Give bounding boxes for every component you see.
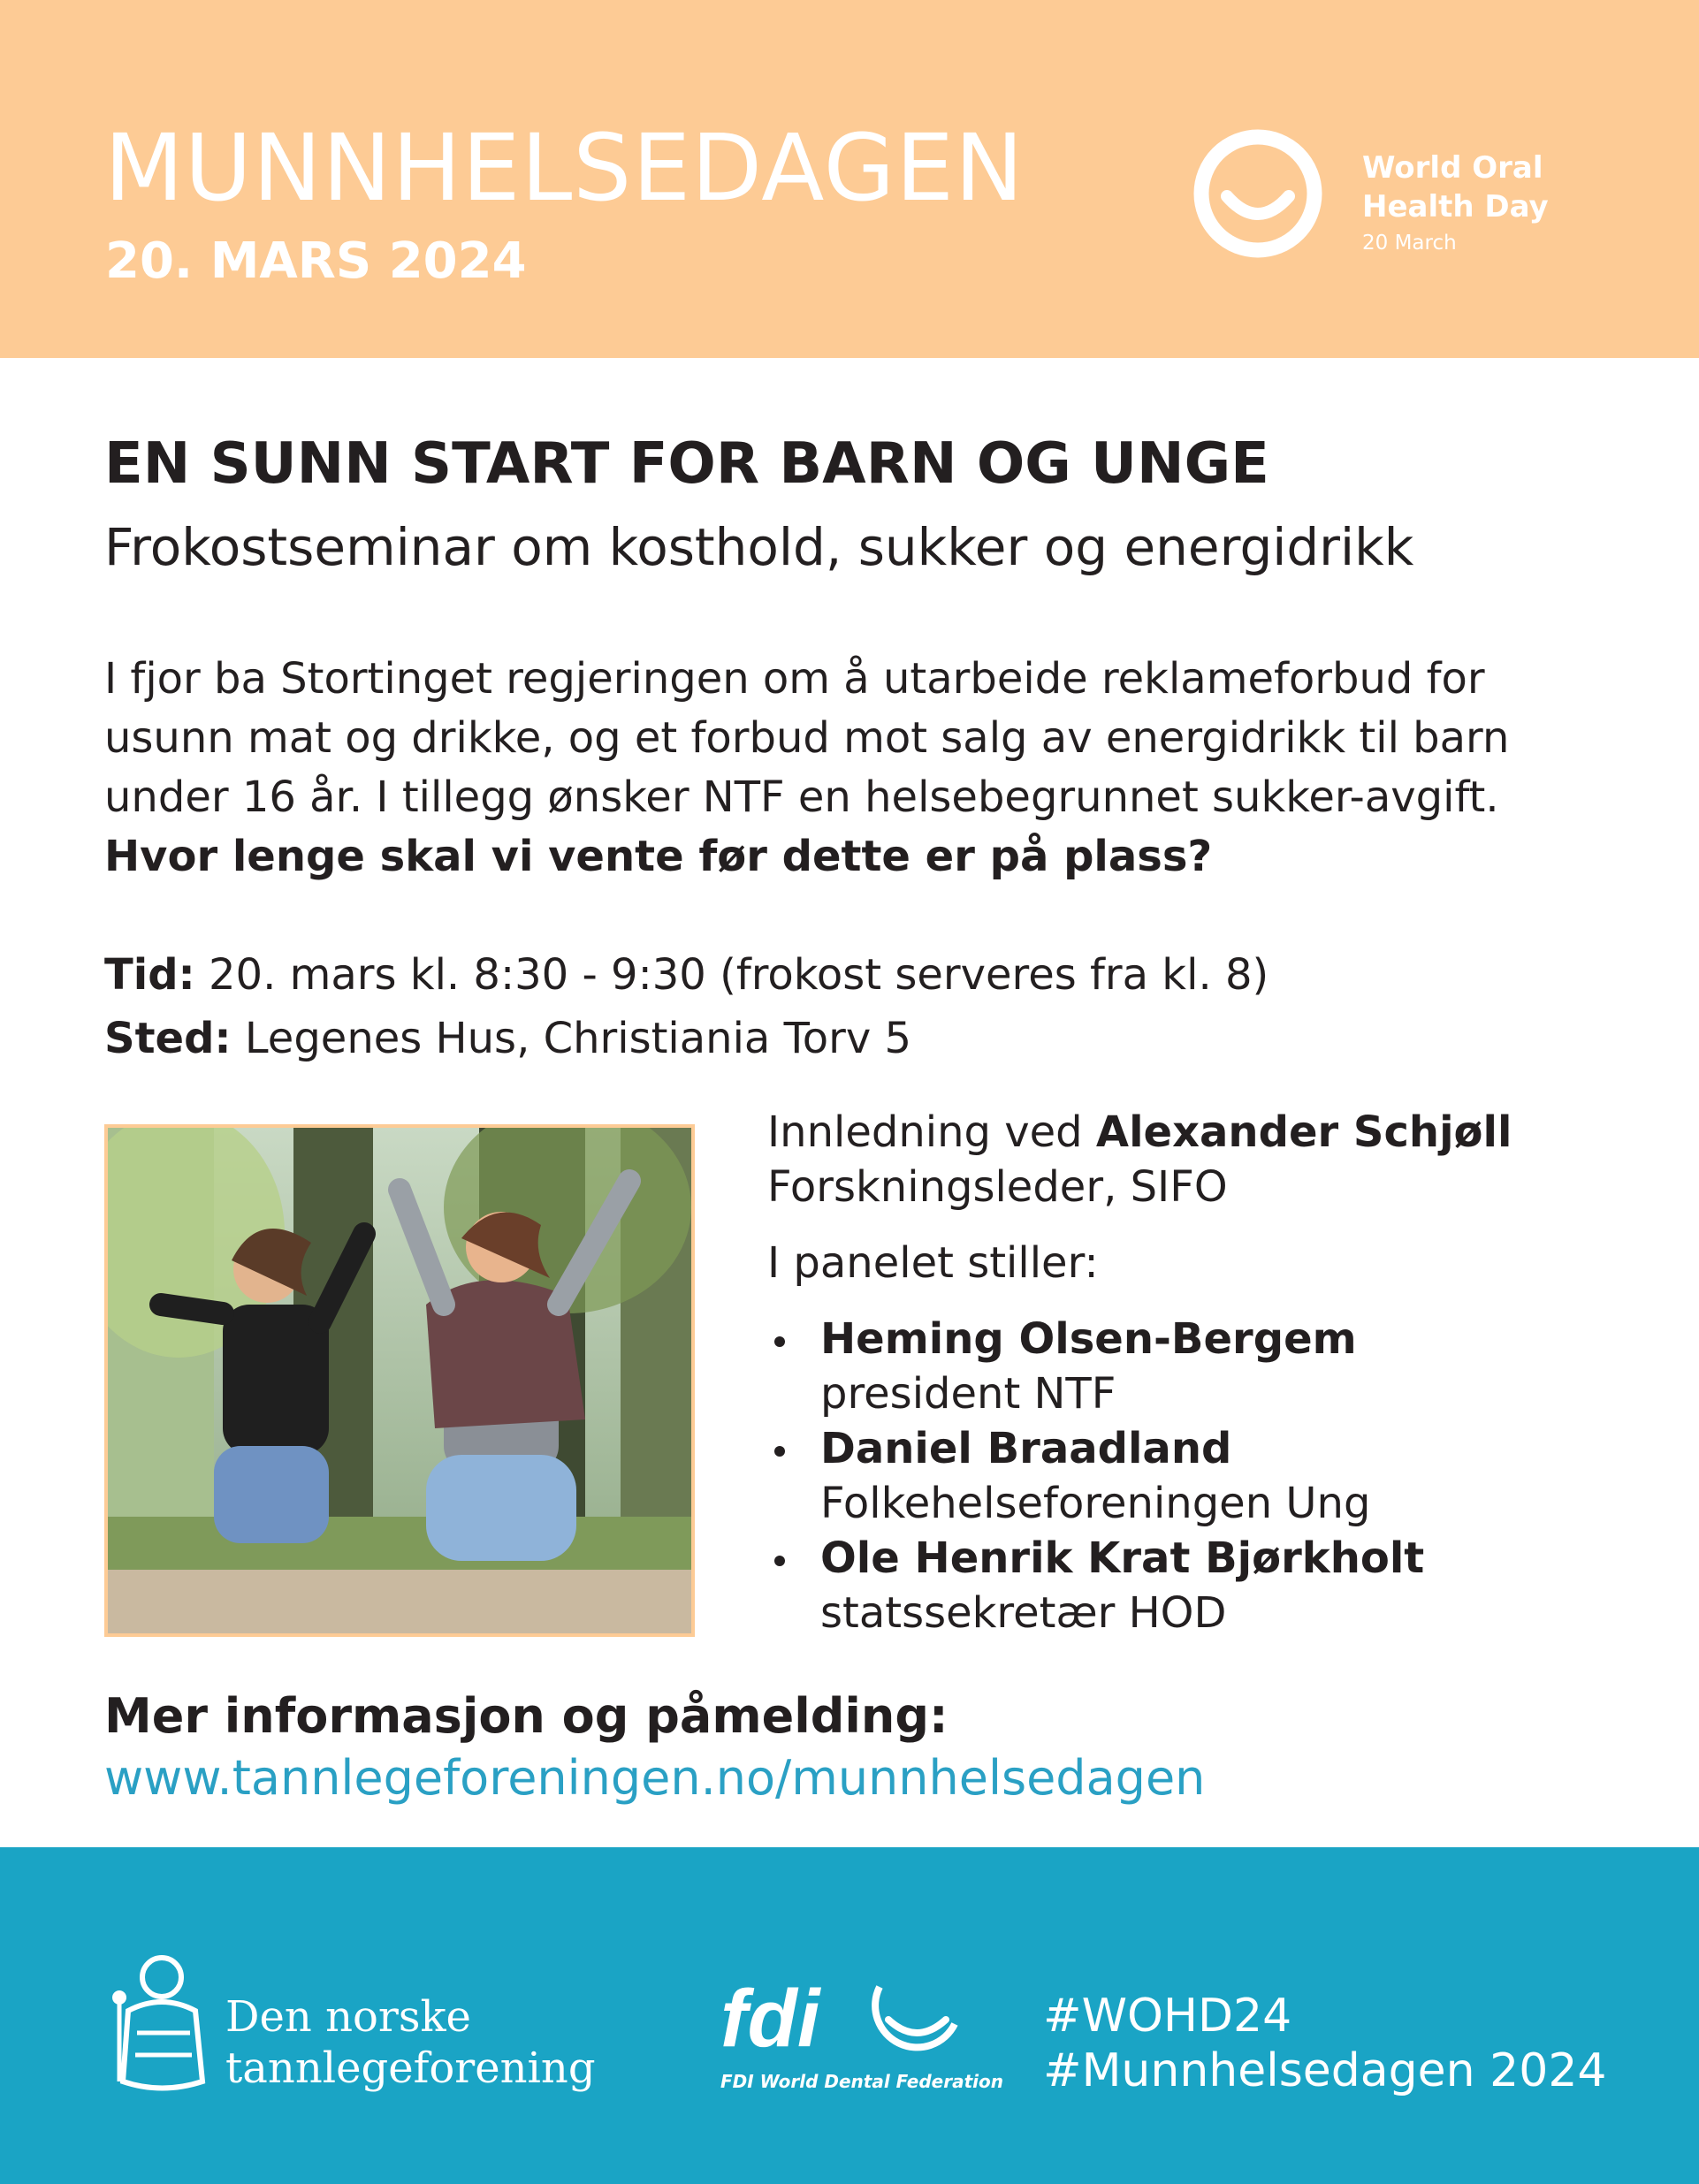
- hashtag-munnhelsedagen: #Munnhelsedagen 2024: [1043, 2044, 1607, 2097]
- intro-prefix: Innledning ved: [767, 1107, 1083, 1157]
- fdi-subtitle: FDI World Dental Federation: [720, 2071, 1003, 2092]
- smile-logo-icon: [1192, 127, 1324, 260]
- wohd-logo-text: [1362, 148, 1549, 260]
- intro-speaker: [767, 1105, 1512, 1160]
- wohd-line2: Health Day: [1362, 189, 1549, 224]
- place-row: [104, 1007, 1269, 1070]
- more-info-label: Mer informasjon og påmelding:: [104, 1688, 949, 1744]
- wohd-sub: 20 March: [1362, 232, 1457, 255]
- panel-heading: I panelet stiller:: [767, 1238, 1099, 1288]
- time-value: 20. mars kl. 8:30 - 9:30 (frokost serveres fra kl. 8): [209, 950, 1269, 1000]
- intro-text: I fjor ba Stortinget regjeringen om å utarbeide reklameforbud for usunn mat og drikke, og et forbud mot salg av energidrikk til barn under 16 år. I tillegg ønsker NTF en helsebegrunnet sukker-avgift.: [104, 654, 1510, 822]
- panelist-role: statssekretær HOD: [820, 1588, 1227, 1638]
- fdi-logo-icon: [720, 1971, 959, 2059]
- panelist-name: Ole Henrik Krat Bjørkholt: [820, 1533, 1425, 1583]
- ntf-line2: tannlegeforening: [225, 2043, 596, 2093]
- list-item: [767, 1312, 1512, 1421]
- ntf-name: [225, 1991, 596, 2094]
- jumping-girls-photo: [104, 1124, 695, 1637]
- ntf-line1: Den norske: [225, 1992, 471, 2042]
- fdi-wordmark: fdi: [720, 1974, 820, 2059]
- time-row: [104, 943, 1269, 1007]
- intro-paragraph: [104, 650, 1625, 887]
- list-item: [767, 1531, 1512, 1640]
- registration-link[interactable]: www.tannlegeforeningen.no/munnhelsedagen: [104, 1750, 1206, 1806]
- page-title: MUNNHELSEDAGEN: [104, 114, 1025, 222]
- place-value: Legenes Hus, Christiania Torv 5: [244, 1014, 912, 1063]
- subheadline: Frokostseminar om kosthold, sukker og energidrikk: [104, 517, 1414, 577]
- photo-illustration: [108, 1128, 691, 1633]
- intro-question: Hvor lenge skal vi vente før dette er på plass?: [104, 832, 1213, 881]
- event-date: 20. MARS 2024: [105, 232, 527, 290]
- intro-speaker-role: Forskningsleder, SIFO: [767, 1162, 1228, 1212]
- headline: EN SUNN START FOR BARN OG UNGE: [104, 431, 1269, 497]
- panelist-role: president NTF: [820, 1369, 1116, 1419]
- speakers-panel: [767, 1105, 1512, 1640]
- panelist-name: Heming Olsen-Bergem: [820, 1314, 1357, 1364]
- panelist-role: Folkehelseforeningen Ung: [820, 1479, 1371, 1528]
- place-label: Sted:: [104, 1014, 232, 1063]
- panelist-name: Daniel Braadland: [820, 1424, 1232, 1473]
- time-label: Tid:: [104, 950, 195, 1000]
- hashtags: [1043, 1989, 1606, 2098]
- list-item: [767, 1421, 1512, 1531]
- event-info: [104, 943, 1269, 1070]
- intro-speaker-name: Alexander Schjøll: [1095, 1107, 1512, 1157]
- hashtag-wohd: #WOHD24: [1043, 1990, 1292, 2043]
- panelist-list: [767, 1312, 1512, 1640]
- ntf-emblem-icon: [110, 1949, 225, 2099]
- wohd-line1: World Oral: [1362, 150, 1543, 186]
